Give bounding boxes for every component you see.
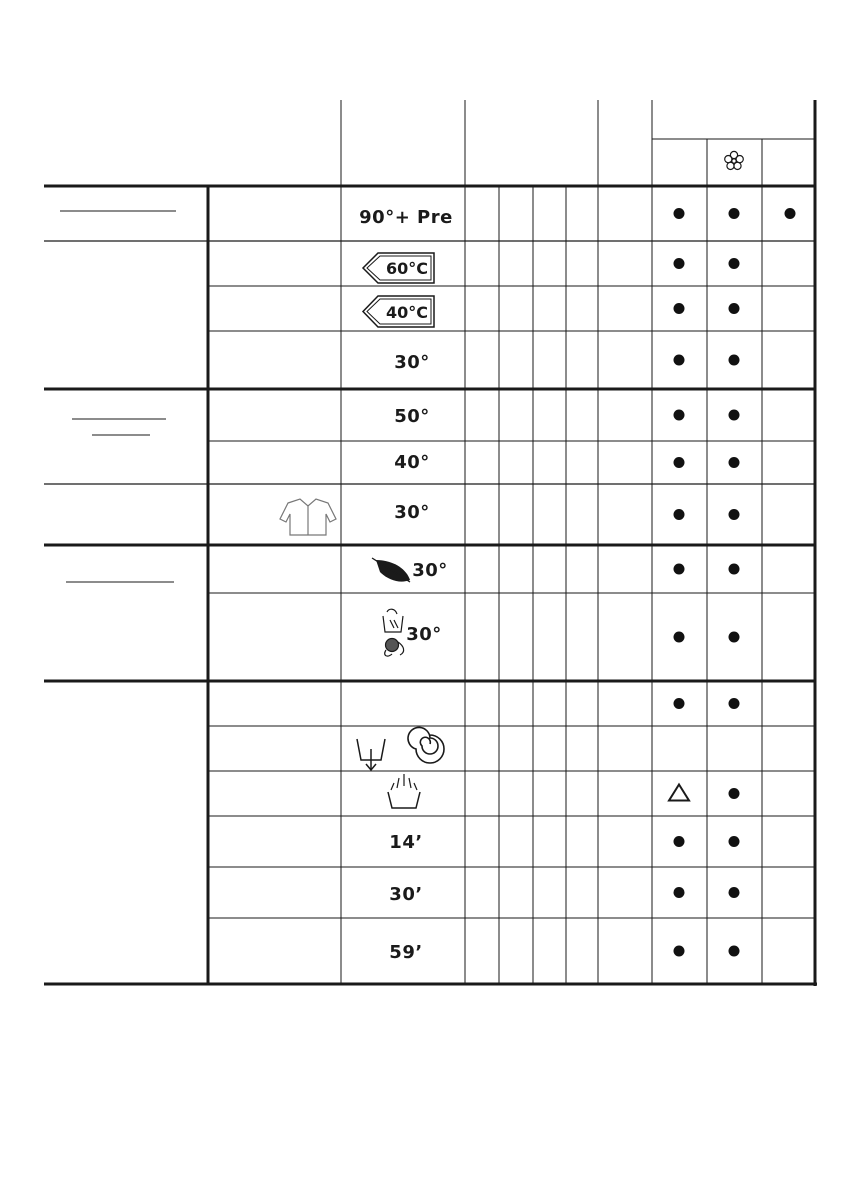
option-dot (674, 258, 685, 269)
table-grid (44, 100, 817, 986)
option-dot (729, 698, 740, 709)
option-dot (674, 303, 685, 314)
option-dot (729, 836, 740, 847)
option-dot (729, 788, 740, 799)
option-triangle (669, 785, 689, 801)
handwash-wool-icon (383, 609, 404, 656)
group-label-underlines (60, 211, 176, 582)
option-dot (729, 509, 740, 520)
option-dot (674, 208, 685, 219)
shirt-icon (280, 499, 336, 535)
option-dot (674, 355, 685, 366)
option-dot (729, 457, 740, 468)
option-marks (669, 208, 796, 957)
program-time: 59’ (389, 942, 423, 963)
temperature-tag-60 (363, 253, 434, 283)
option-dot (785, 208, 796, 219)
feather-icon (372, 558, 410, 582)
option-dot (729, 208, 740, 219)
program-temp: 30° (394, 502, 430, 523)
program-time: 30’ (389, 884, 423, 905)
drain-icon (357, 739, 385, 770)
program-temp: 50° (394, 406, 430, 427)
option-dot (674, 509, 685, 520)
program-time: 14’ (389, 832, 423, 853)
program-temp: 60°C (385, 259, 429, 278)
rinse-icon (388, 774, 420, 808)
option-dot (674, 887, 685, 898)
program-temp: 40°C (385, 303, 429, 322)
option-dot (674, 836, 685, 847)
option-dot (674, 632, 685, 643)
program-temp: 30° (406, 624, 442, 645)
spin-icon (408, 727, 444, 763)
program-temp: 30° (394, 352, 430, 373)
option-dot (674, 564, 685, 575)
option-dot (729, 632, 740, 643)
option-dot (674, 410, 685, 421)
option-dot (729, 355, 740, 366)
program-symbols (280, 207, 453, 963)
option-dot (729, 946, 740, 957)
option-dot (674, 946, 685, 957)
program-temp: 40° (394, 452, 430, 473)
option-dot (729, 258, 740, 269)
flower-icon (725, 151, 744, 169)
option-dot (674, 457, 685, 468)
temperature-tag-40 (363, 296, 434, 327)
option-dot (729, 410, 740, 421)
option-dot (729, 564, 740, 575)
program-temp: 90°+ Pre (359, 207, 453, 228)
option-dot (674, 698, 685, 709)
program-temp: 30° (412, 560, 448, 581)
option-dot (729, 303, 740, 314)
option-dot (729, 887, 740, 898)
